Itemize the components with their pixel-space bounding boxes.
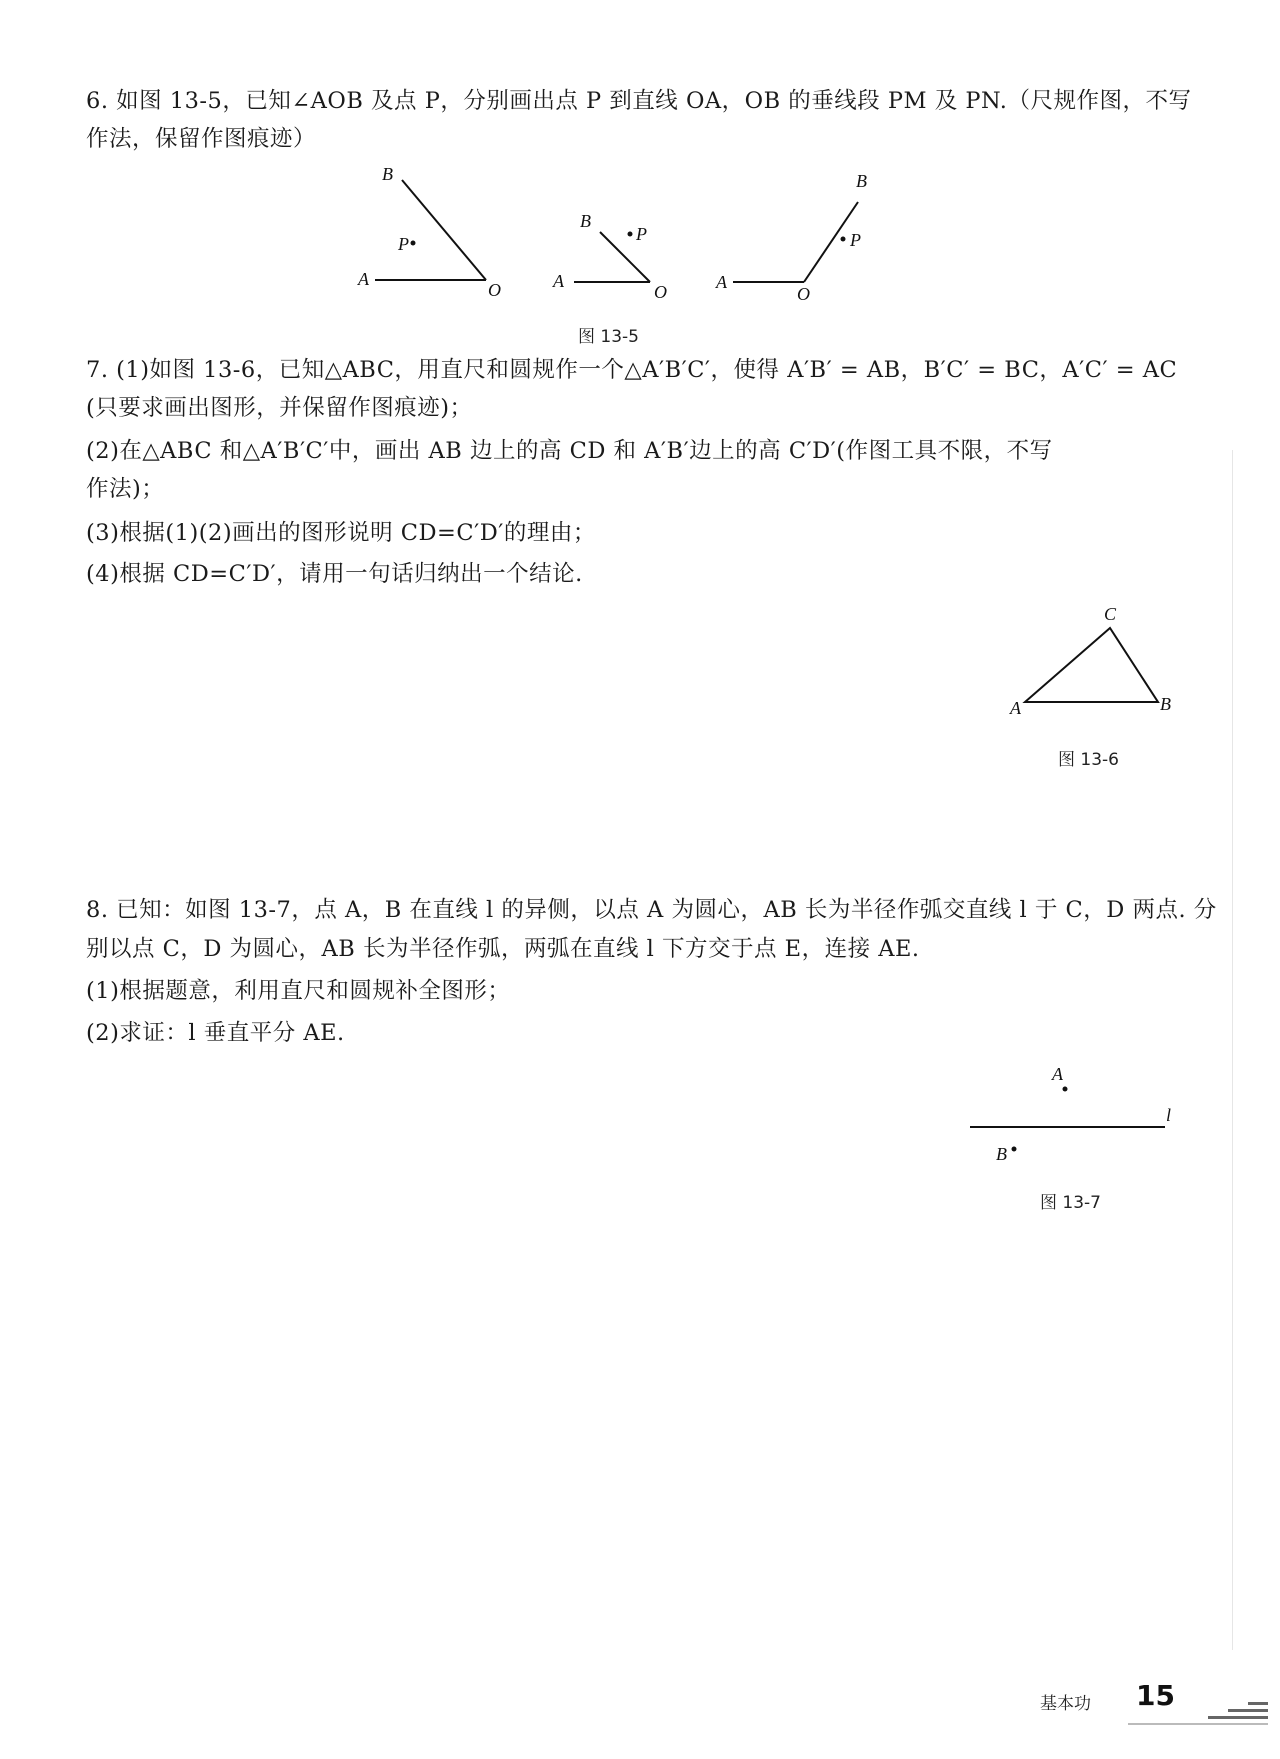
q6-line-1: 6. 如图 13-5，已知∠AOB 及点 P，分别画出点 P 到直线 OA，OB 的垂线段 PM 及 PN.（尺规作图，不写 [86, 88, 1192, 114]
q7-line-1: 7. (1)如图 13-6，已知△ABC，用直尺和圆规作一个△A′B′C′，使得 A′B′ = AB，B′C′ = BC，A′C′ = AC [86, 357, 1178, 383]
label-p-3: P [850, 230, 861, 250]
q6-line-2: 作法，保留作图痕迹） [86, 126, 317, 152]
label-p-2: P [636, 224, 647, 244]
q7-line-3: (2)在△ABC 和△A′B′C′中，画出 AB 边上的高 CD 和 A′B′边上的高 C′D′(作图工具不限，不写 [86, 438, 1053, 464]
label-b: B [1160, 694, 1171, 714]
label-a: A [1010, 698, 1021, 718]
q7-line-5: (3)根据(1)(2)画出的图形说明 CD=C′D′的理由； [86, 520, 596, 546]
label-a-2: A [553, 271, 564, 291]
edge-marks [1128, 1700, 1268, 1730]
label-p-1: P [398, 234, 409, 254]
figure-13-7 [0, 1060, 1280, 1170]
q8-line-3: (1)根据题意，利用直尺和圆规补全图形； [86, 978, 511, 1004]
label-b-3: B [856, 171, 867, 191]
q7-line-4: 作法)； [86, 476, 165, 502]
q8-line-1: 8. 已知：如图 13-7，点 A，B 在直线 l 的异侧，以点 A 为圆心，AB 长为半径作弧交直线 l 于 C，D 两点. 分 [86, 897, 1217, 923]
label-a-1: A [358, 269, 369, 289]
figure-13-7-caption: 图 13-7 [1040, 1193, 1101, 1213]
label-b-2: B [580, 211, 591, 231]
label-l: l [1166, 1105, 1172, 1125]
label-o-1: O [488, 280, 501, 300]
figure-13-5-angle-2 [552, 211, 667, 302]
label-c: C [1104, 604, 1117, 624]
binding-edge-line [1232, 450, 1233, 1650]
q7-line-2: (只要求画出图形，并保留作图痕迹)； [86, 395, 473, 421]
label-a-3: A [716, 272, 727, 292]
figure-13-5-caption: 图 13-5 [578, 327, 639, 347]
figure-13-6-caption: 图 13-6 [1058, 750, 1119, 770]
label-o-3: O [797, 284, 810, 304]
q7-line-6: (4)根据 CD=C′D′，请用一句话归纳出一个结论. [86, 561, 583, 587]
figure-13-5-angle-1 [357, 164, 501, 300]
figure-13-5-angle-3 [715, 171, 867, 304]
label-a-point: A [1052, 1064, 1063, 1084]
q8-line-4: (2)求证：l 垂直平分 AE. [86, 1020, 345, 1046]
label-o-2: O [654, 282, 667, 302]
figure-13-5 [0, 160, 1280, 304]
q8-line-2: 别以点 C，D 为圆心，AB 长为半径作弧，两弧在直线 l 下方交于点 E，连接 AE. [86, 936, 920, 962]
label-b-1: B [382, 164, 393, 184]
footer-label: 基本功 [1040, 1694, 1091, 1714]
page-number: 15 [1136, 1679, 1175, 1712]
label-b-point: B [996, 1144, 1007, 1164]
figure-13-6 [0, 600, 1280, 720]
